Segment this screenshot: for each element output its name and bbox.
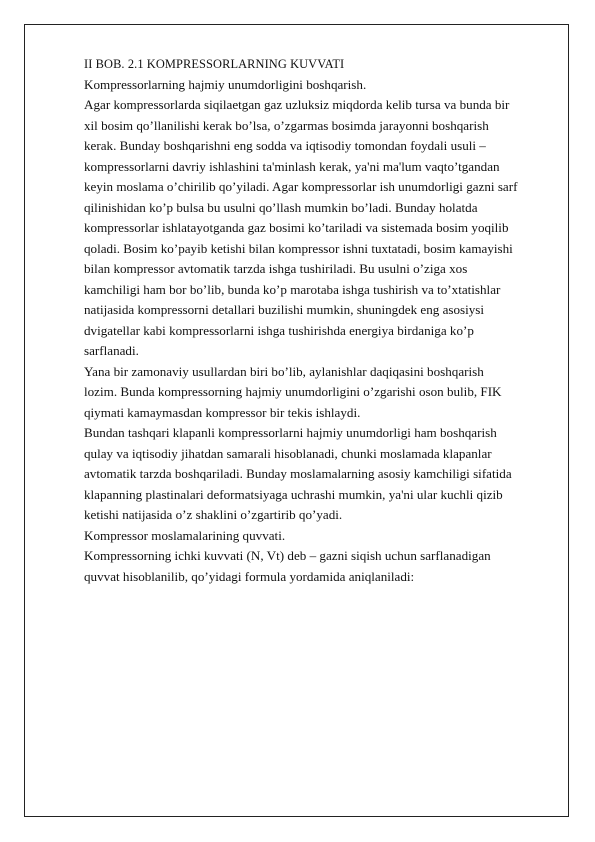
text-line: kerak. Bunday boshqarishni eng sodda va iqtisodiy tomondan foydali usuli –	[84, 138, 486, 153]
text-line: kompressorlarni davriy ishlashini ta'minlash kerak, ya'ni ma'lum vaqto’tgandan	[84, 158, 500, 174]
text-line: Bundan tashqari klapanli kompressorlarni hajmiy unumdorligi ham boshqarish	[84, 425, 497, 440]
text-line: kompressorlar ishlatayotganda gaz bosimi ko’tariladi va sistemada bosim yoqilib	[84, 220, 509, 235]
text-line: kamchiligi ham bor bo’lib, bunda ko’p marotaba ishga tushirish va to’xtatishlar	[84, 281, 501, 297]
text-line: Kompressorning ichki kuvvati (N, Vt) deb – gazni siqish uchun sarflanadigan	[84, 548, 491, 563]
text-line: dvigatellar kabi kompressorlarni ishga tushirishda energiya birdaniga ko’p	[84, 322, 474, 338]
text-line: keyin moslama o’chirilib qo’yiladi. Agar kompressorlar ish unumdorligi gazni sarf	[84, 179, 518, 194]
text-line: Kompressor moslamalarining quvvati.	[84, 527, 286, 543]
document-body	[84, 54, 554, 587]
text-line: qiymati kamaymasdan kompressor bir tekis ishlaydi.	[84, 404, 361, 420]
text-line: natijasida kompressorni detallari buzilishi mumkin, shuningdek eng asosiysi	[84, 302, 485, 317]
text-line: sarflanadi.	[84, 343, 139, 358]
text-line: Agar kompressorlarda siqilaetgan gaz uzluksiz miqdorda kelib tursa va bunda bir	[84, 97, 510, 112]
text-line: klapanning plastinalari deformatsiyaga uchrashi mumkin, ya'ni ular kuchli qizib	[84, 486, 503, 502]
section-heading: II BOB. 2.1 KOMPRESSORLARNING KUVVATI	[84, 57, 345, 71]
text-line: qulay va iqtisodiy jihatdan samarali hisoblanadi, chunki moslamada klapanlar	[84, 445, 492, 461]
text-line: ketishi natijasida o’z shaklini o’zgartirib qo’yadi.	[84, 507, 343, 522]
text-line: quvvat hisoblanilib, qo’yidagi formula yordamida aniqlaniladi:	[84, 568, 415, 584]
text-line: qilinishidan ko’p bulsa bu usulni qo’llash mumkin bo’ladi. Bunday holatda	[84, 199, 478, 215]
text-line: avtomatik tarzda boshqariladi. Bunday moslamalarning asosiy kamchiligi sifatida	[84, 466, 512, 481]
text-line: lozim. Bunda kompressorning hajmiy unumdorligini o’zgarishi oson bulib, FIK	[84, 384, 502, 399]
text-line: xil bosim qo’llanilishi kerak bo’lsa, o’zgarmas bosimda jarayonni boshqarish	[84, 117, 489, 133]
text-line: bilan kompressor avtomatik tarzda ishga tushiriladi. Bu usulni o’ziga xos	[84, 261, 468, 276]
text-line: qoladi. Bosim ko’payib ketishi bilan kompressor ishni tuxtatadi, bosim kamayishi	[84, 240, 513, 256]
text-line: Kompressorlarning hajmiy unumdorligini boshqarish.	[84, 76, 367, 92]
text-line: Yana bir zamonaviy usullardan biri bo’lib, aylanishlar daqiqasini boshqarish	[84, 363, 484, 379]
